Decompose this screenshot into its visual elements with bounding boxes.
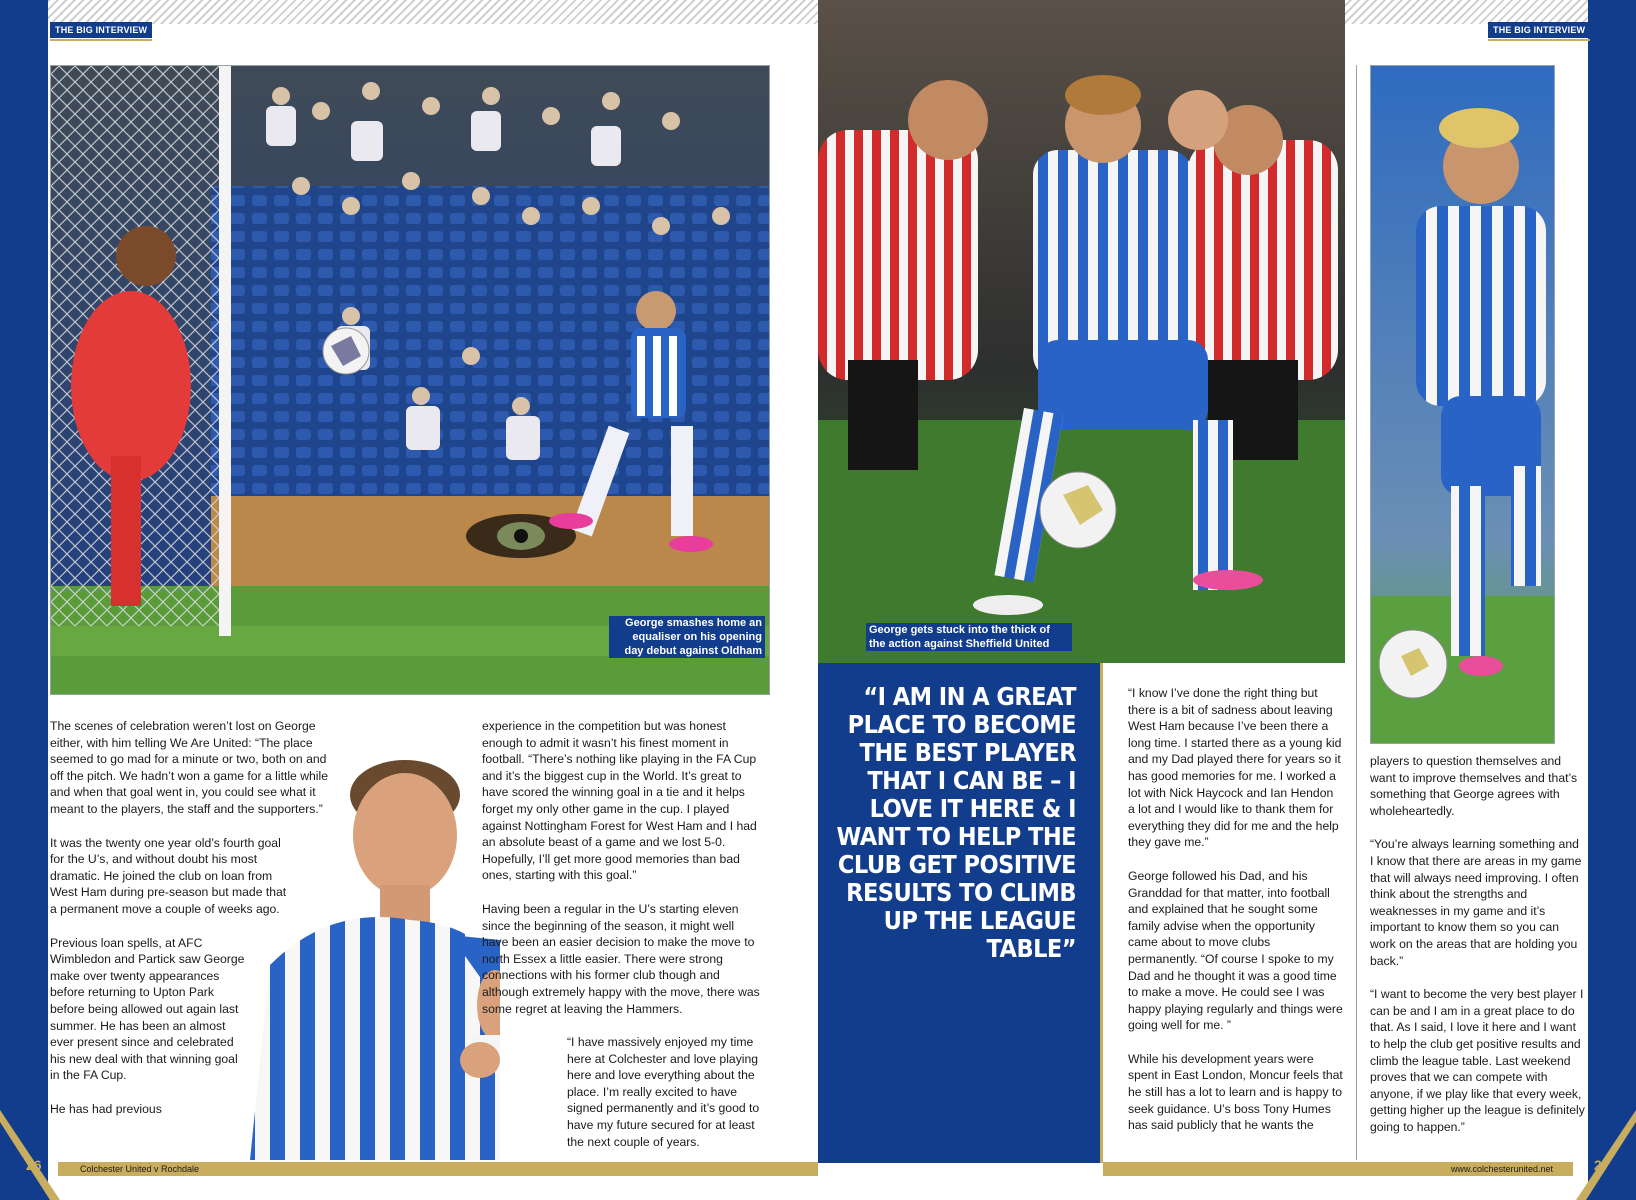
right-col1-para-2: George followed his Dad, and his Granddad for that matter, into football and explained that he sought some family advise when the opportunity came about to move clubs permanently. “Of course I spoke to my Dad and he thought it was a good time to make a move. He could see I was happy playing regularly and things were going well for me. ” xyxy=(1128,868,1343,1033)
left-footer-bar xyxy=(58,1162,818,1176)
right-col2-para-2: “You’re always learning something and I know that there are areas in my game that will always need improving. I often think about the strengths and weaknesses in my game and it’s important to know them so you can work on the areas that are holding you back.” xyxy=(1370,837,1582,968)
left-col1-para-4: He has had previous xyxy=(50,1101,162,1116)
quote-divider-gold xyxy=(1100,663,1103,1163)
right-col1-para-1: “I know I’ve done the right thing but there is a bit of sadness about leaving West Ham because I’ve been there a long time. I started there as a young kid and my Dad played there for years so it has good memories for me. I worked a lot with Nick Haycock and Ian Hendon a lot and I would like to thank them for everything they did for me and the help they gave me.” xyxy=(1128,686,1342,850)
section-tag-right: THE BIG INTERVIEW xyxy=(1488,22,1590,38)
footer-website-url: www.colchesterunited.net xyxy=(1450,1164,1553,1174)
right-page-edge-bar xyxy=(1588,0,1636,1200)
pull-quote-panel xyxy=(818,663,1100,1163)
left-col1-para-2: It was the twenty one year old’s fourth goal for the U’s, and without doubt his most dramatic. He joined the club on loan from West Ham during pre-season but made that a permanent move a couple of weeks ago. xyxy=(50,835,287,916)
right-footer-bar xyxy=(1103,1162,1573,1176)
main-photo-caption: George smashes home an equaliser on his opening day debut against Oldham xyxy=(609,616,765,658)
match-action-image xyxy=(818,0,1345,663)
left-col1-para-3: Previous loan spells, at AFC Wimbledon and Partick saw George make over twenty appearances before returning to Upton Park before being allowed out again last summer. He has been an almost ever present since and celebrated his new deal with that winning goal in the FA Cup. xyxy=(50,935,245,1083)
stadium-scene-image xyxy=(51,66,769,694)
left-col1-para-1: The scenes of celebration weren’t lost on George either, with him telling We Are United: “The place seemed to go mad for a minute or two, both on and off the pitch. We hadn’t won a game for a little while and when that goal went in, you could see what it meant to the players, the staff and the supporters.” xyxy=(50,719,328,816)
middle-photo-caption: George gets stuck into the thick of the action against Sheffield United xyxy=(866,623,1072,651)
section-tag-left: THE BIG INTERVIEW xyxy=(50,22,152,38)
player-running-image xyxy=(1371,66,1554,743)
pull-quote-text: “I AM IN A GREAT PLACE TO BECOME THE BEST PLAYER THAT I CAN BE – I LOVE IT HERE & I WANT TO HELP THE CLUB GET POSITIVE RESULTS TO CLIMB UP THE LEAGUE TABLE” xyxy=(836,682,1076,963)
left-page-number: 26 xyxy=(26,1157,42,1173)
tackle-action-photo xyxy=(818,0,1345,663)
left-col2-para-3: “I have massively enjoyed my time here at Colchester and love playing here and love everything about the place. I’m really excited to have signed permanently and it’s good to have my future secured for at least the next couple of years. xyxy=(567,1035,760,1149)
right-col1-para-3: While his development years were spent in East London, Moncur feels that he still has a lot to learn and is happy to seek guidance. U’s boss Tony Humes has said publicly that he wants the xyxy=(1128,1051,1343,1133)
left-col2-para-2: Having been a regular in the U’s starting eleven since the beginning of the season, it might well have been an easier decision to make the move to north Essex a little easier. There were strong connections with his former club though and although extremely happy with the move, there was some regret at leaving the Hammers. xyxy=(482,901,760,1016)
column-divider xyxy=(1356,65,1357,1160)
right-article-column-2 xyxy=(1370,753,1585,1152)
left-page-edge-bar xyxy=(0,0,48,1200)
main-goal-photo xyxy=(50,65,770,695)
left-header-hatching xyxy=(48,0,818,24)
right-col2-para-3: “I want to become the very best player I can be and I am in a great place to do that. As I said, I love it here and I want to help the club get positive results and climb the league table. Last weekend proves that we can compete with anyone, if we play like that every week, getting higher up the league is definitely going to happen.” xyxy=(1370,987,1585,1134)
right-article-column-1 xyxy=(1128,685,1343,1151)
right-corner-decoration xyxy=(1576,1110,1636,1200)
left-article-column-2 xyxy=(482,718,760,1167)
right-page-number: 27 xyxy=(1594,1157,1610,1173)
left-col2-para-1: experience in the competition but was honest enough to admit it wasn’t his finest moment in football. “There’s nothing like playing in the FA Cup and it’s the biggest cup in the World. It’s great to have scored the winning goal in a tie and it helps forget my only other game in the cup. I played against Nottingham Forest for West Ham and I had an absolute beast of a game and we lost 5-0. Hopefully, I’ll get more good memories than bad ones, starting with this goal.” xyxy=(482,719,757,883)
left-article-column-1 xyxy=(50,718,328,1134)
running-player-photo xyxy=(1370,65,1555,744)
right-col2-para-1: players to question themselves and want to improve themselves and that’s something that George agrees with wholeheartedly. xyxy=(1370,754,1578,818)
footer-match-title: Colchester United v Rochdale xyxy=(80,1164,200,1174)
